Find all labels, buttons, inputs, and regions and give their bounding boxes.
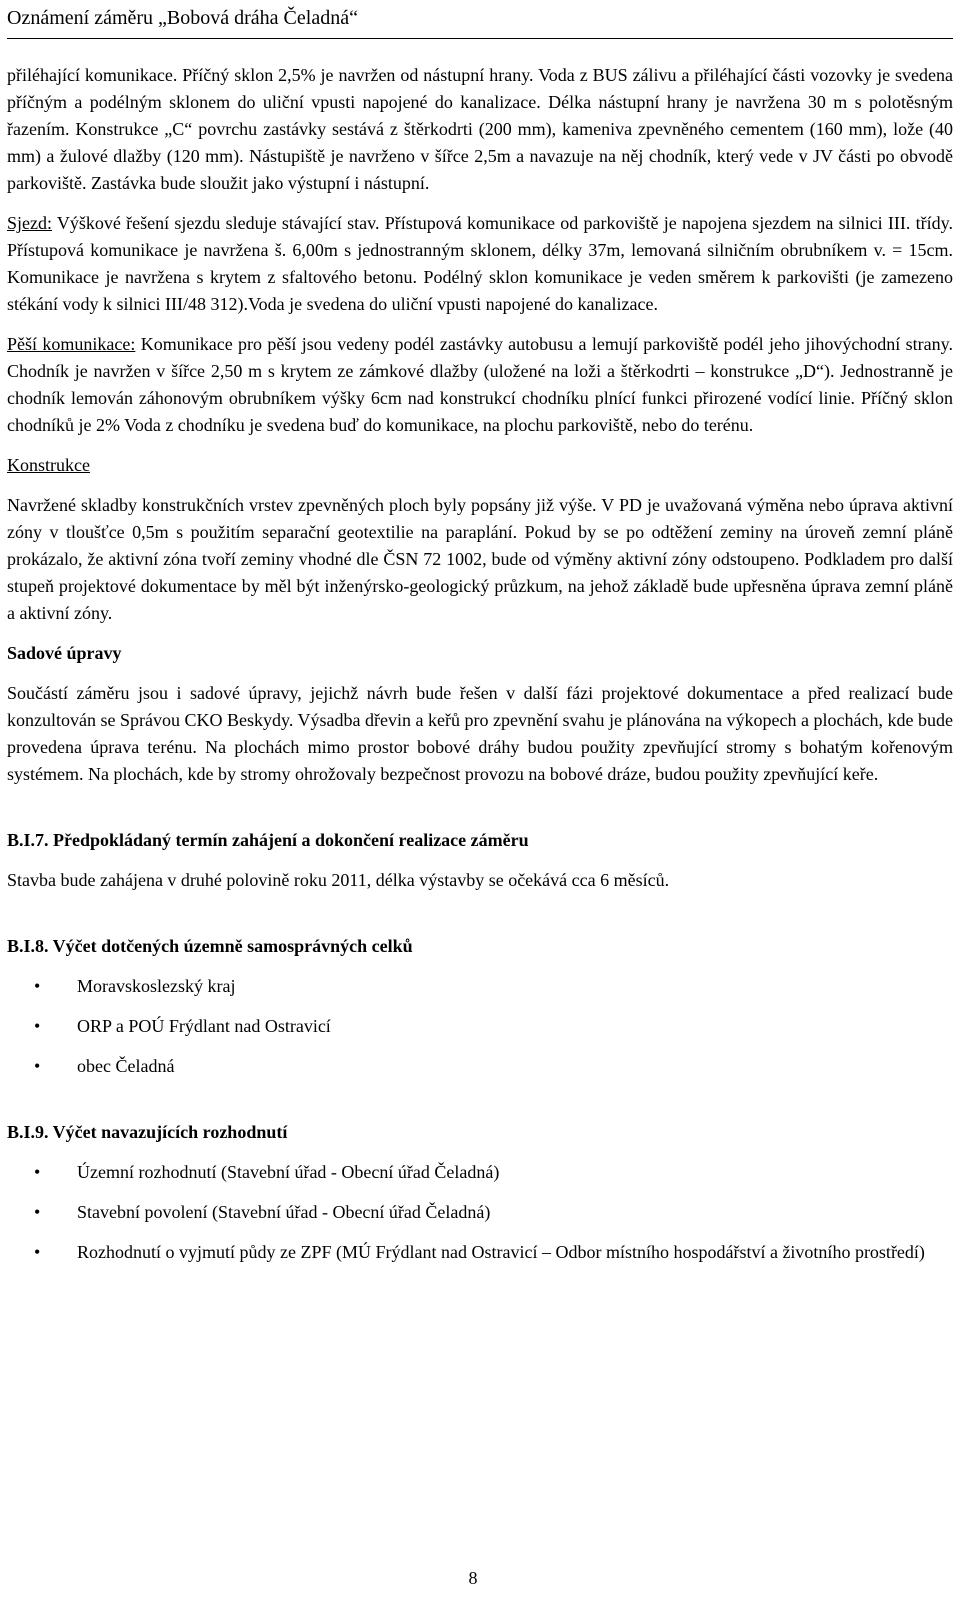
paragraph-sjezd — [7, 210, 953, 318]
list-item: • Stavební povolení (Stavební úřad - Obecní úřad Čeladná) — [7, 1199, 953, 1226]
sadove-upravy-heading: Sadové úpravy — [7, 643, 122, 663]
bullet-icon: • — [34, 1056, 41, 1076]
list-item: • ORP a POÚ Frýdlant nad Ostravicí — [7, 1013, 953, 1040]
section-b18-heading: B.I.8. Výčet dotčených územně samosprávných celků — [7, 936, 413, 956]
section-b17-heading: B.I.7. Předpokládaný termín zahájení a dokončení realizace záměru — [7, 830, 529, 850]
document-body — [7, 62, 953, 1279]
pesi-label: Pěší komunikace: — [7, 334, 136, 354]
list-item: • Moravskoslezský kraj — [7, 973, 953, 1000]
bullet-icon: • — [34, 1016, 41, 1036]
section-b19-heading: B.I.9. Výčet navazujících rozhodnutí — [7, 1122, 288, 1142]
bullet-icon: • — [34, 1162, 41, 1182]
konstrukce-heading — [7, 452, 953, 479]
bullet-icon: • — [34, 1242, 41, 1262]
page-header — [7, 4, 953, 39]
section-b17-text: Stavba bude zahájena v druhé polovině roku 2011, délka výstavby se očekává cca 6 měsíců. — [7, 870, 670, 890]
list-item: • Územní rozhodnutí (Stavební úřad - Obecní úřad Čeladná) — [7, 1159, 953, 1186]
sjezd-text: Výškové řešení sjezdu sleduje stávající stav. Přístupová komunikace od parkoviště je napojena sjezdem na silnici III. třídy. Přístupová komunikace je navržena š. 6,00m s jednostranným sklonem, délky 37m, lemovaná silničním obrubníkem v. = 15cm. Komunikace je navržena s krytem z sfaltového betonu. Podélný sklon komunikace je veden směrem k parkovišti (je zamezeno stékání vody k silnici III/48 312).Voda je svedena do uliční vpusti napojené do kanalizace. — [7, 213, 953, 314]
konstrukce-label: Konstrukce — [7, 455, 90, 475]
paragraph-bus-stop: přiléhající komunikace. Příčný sklon 2,5% je navržen od nástupní hrany. Voda z BUS zálivu a přiléhající části vozovky je svedena příčným a podélným sklonem do uliční vpusti napojené do kanalizace. Délka nástupní hrany je navržena 30 m s polotěsným řazením. Konstrukce „C“ povrchu zastávky sestává z štěrkodrti (200 mm), kameniva zpevněného cementem (160 mm), lože (40 mm) a žulové dlažby (120 mm). Nástupiště je navrženo v šířce 2,5m a navazuje na něj chodník, který vede v JV části po obvodě parkoviště. Zastávka bude sloužit jako výstupní i nástupní. — [7, 65, 953, 193]
sjezd-label: Sjezd: — [7, 213, 52, 233]
section-b18-list — [7, 973, 953, 1080]
section-b19-list — [7, 1159, 953, 1266]
document-title: Oznámení záměru „Bobová dráha Čeladná“ — [7, 7, 358, 29]
list-item: • Rozhodnutí o vyjmutí půdy ze ZPF (MÚ Frýdlant nad Ostravicí – Odbor místního hospodářství a životního prostředí) — [7, 1239, 953, 1266]
paragraph-sadove-upravy: Součástí záměru jsou i sadové úpravy, jejichž návrh bude řešen v další fázi projektové dokumentace a před realizací bude konzultován se Správou CKO Beskydy. Výsadba dřevin a keřů pro zpevnění svahu je plánována na výkopech a plochách, kde bude provedena úprava terénu. Na plochách mimo prostor bobové dráhy budou použity zpevňující stromy s bohatým kořenovým systémem. Na plochách, kde by stromy ohrožovaly bezpečnost provozu na bobové dráze, budou použity zpevňující keře. — [7, 683, 953, 784]
list-item: • obec Čeladná — [7, 1053, 953, 1080]
bullet-icon: • — [34, 976, 41, 996]
paragraph-konstrukce: Navržené skladby konstrukčních vrstev zpevněných ploch byly popsány již výše. V PD je uvažovaná výměna nebo úprava aktivní zóny v tloušťce 0,5m s použitím separační geotextilie na paraplání. Pokud by se po odtěžení zeminy na úroveň zemní pláně prokázalo, že aktivní zóna tvoří zeminy vhodné dle ČSN 72 1002, bude od výměny aktivní zóny odstoupeno. Podkladem pro další stupeň projektové dokumentace by měl být inženýrsko-geologický průzkum, na jehož základě bude upřesněna úprava zemní pláně a aktivní zóny. — [7, 495, 953, 623]
paragraph-pesi-komunikace — [7, 331, 953, 439]
pesi-text: Komunikace pro pěší jsou vedeny podél zastávky autobusu a lemují parkoviště podél jeho jihovýchodní strany. Chodník je navržen v šířce 2,50 m s krytem ze zámkové dlažby (uložené na loži a štěrkodrti – konstrukce „D“). Jednostranně je chodník lemován záhonovým obrubníkem výšky 6cm nad konstrukcí chodníku plnící funkci přirozené vodící linie. Příčný sklon chodníků je 2% Voda z chodníku je svedena buď do komunikace, na plochu parkoviště, nebo do terénu. — [7, 334, 953, 435]
page-number: 8 — [468, 1568, 478, 1588]
bullet-icon: • — [34, 1202, 41, 1222]
